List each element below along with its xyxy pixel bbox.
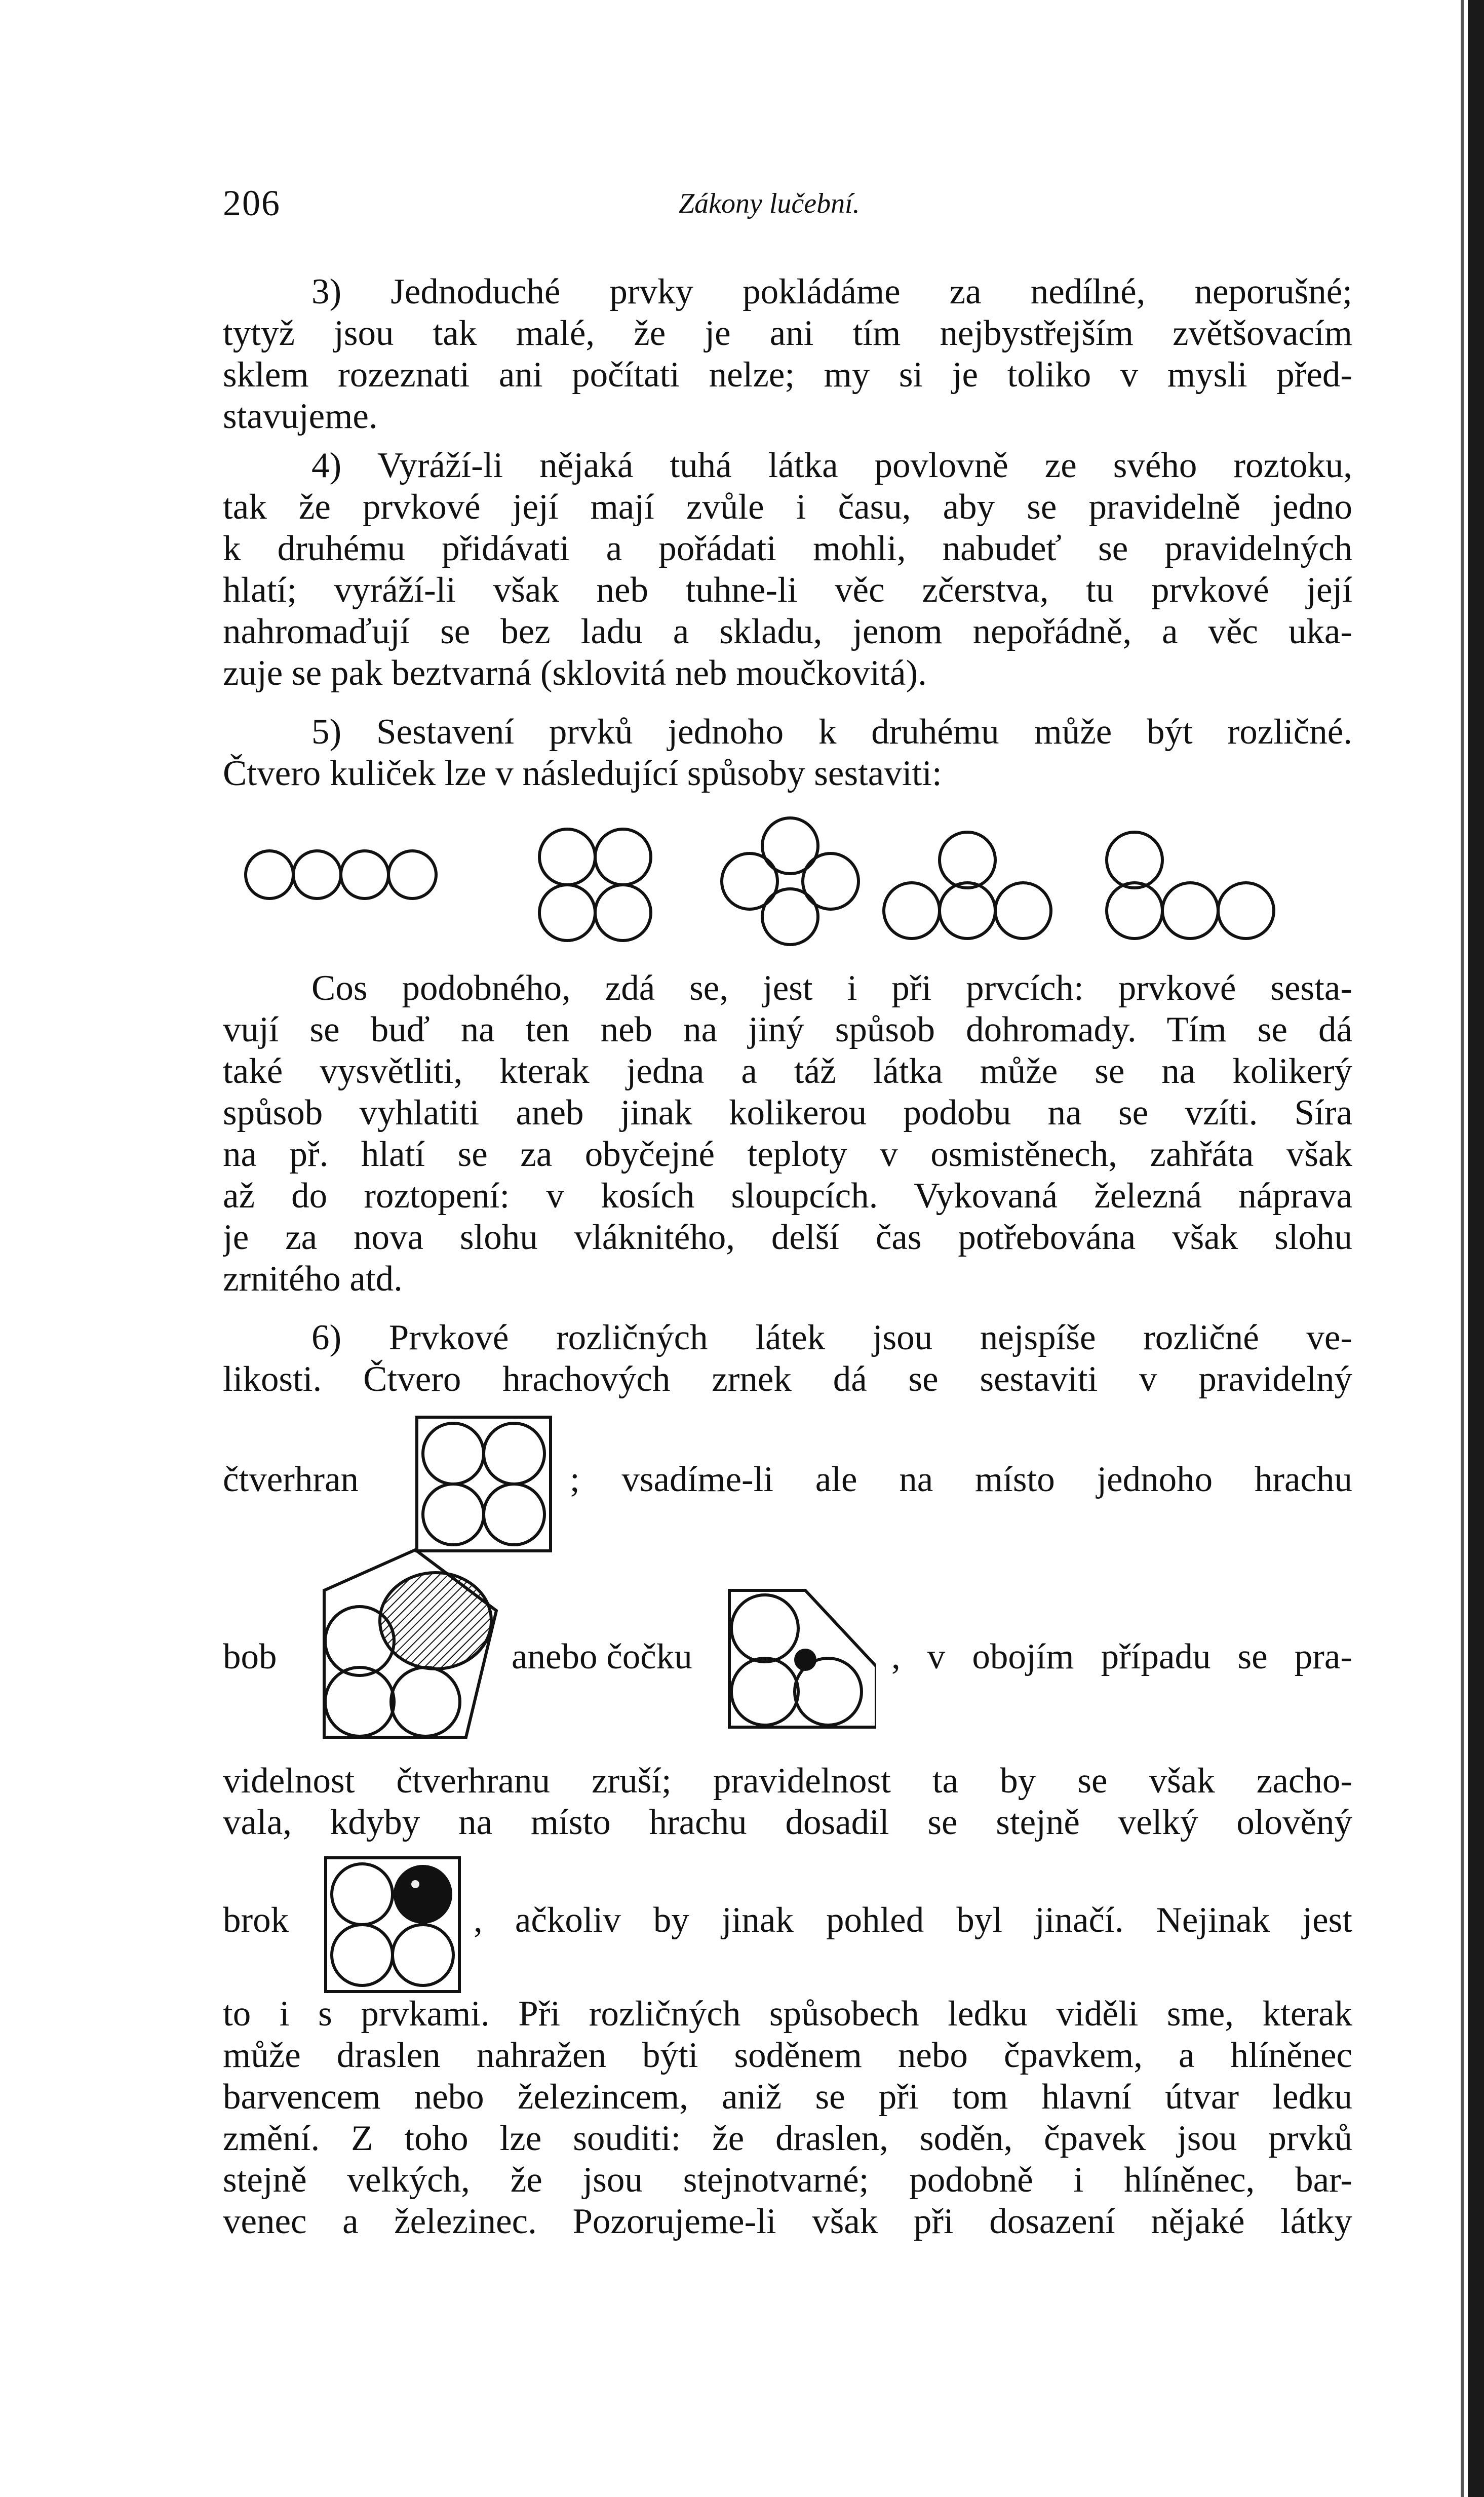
text-line: zuje se pak beztvarná (sklovitá neb moučkovitá).: [223, 653, 927, 693]
text-line: je za nova slohu vláknitého, delší čas potřebována však slohu: [223, 1218, 1352, 1257]
text-line: likosti. Čtvero hrachových zrnek dá se sestaviti v pravidelný: [223, 1359, 1352, 1399]
text-line: změní. Z toho lze souditi: že draslen, soděn, čpavek jsou prvků: [223, 2119, 1352, 2158]
page-edge-shadow: [1468, 0, 1484, 2497]
text-line: 5) Sestavení prvků jednoho k druhému může být rozličné.: [311, 712, 1352, 752]
inline-text: ; vsadíme-li ale na místo jednoho hrachu: [570, 1460, 1352, 1499]
text-line: to i s prvkami. Při rozličných spůsobech ledku viděli sme, kterak: [223, 1994, 1352, 2034]
text-line: videlnost čtverhranu zruší; pravidelnost ta by se však zacho-: [223, 1761, 1352, 1801]
text-line: barvencem nebo železincem, aniž se při tom hlavní útvar ledku: [223, 2077, 1352, 2117]
text-line: 6) Prvkové rozličných látek jsou nejspíše rozličné ve-: [311, 1318, 1352, 1357]
running-head: Zákony lučební.: [679, 188, 860, 219]
inline-text: , ačkoliv by jinak pohled byl jinačí. Nejinak jest: [474, 1900, 1352, 1940]
text-line: 3) Jednoduché prvky pokládáme za nedílné, neporušné;: [311, 272, 1352, 311]
page-edge-line: [1461, 0, 1464, 2497]
text-line: hlatí; vyráží-li však neb tuhne-li věc zčerstva, tu prvkové její: [223, 570, 1352, 610]
text-line: na př. hlatí se za obyčejné teploty v osmistěnech, zahřáta však: [223, 1135, 1352, 1174]
text-line: k druhému přidávati a pořádati mohli, nabudeť se pravidelných: [223, 529, 1352, 568]
arrangement-l-shape: [1107, 832, 1274, 939]
text-line: vují se buď na ten neb na jiný spůsob dohromady. Tím se dá: [223, 1010, 1352, 1049]
text-line: zrnitého atd.: [223, 1259, 403, 1299]
ball-arrangements-svg: [243, 805, 1337, 952]
text-line: tytyž jsou tak malé, že je ani tím nejbystřejším zvětšovacím: [223, 314, 1352, 353]
text-line: může draslen nahražen býti soděnem nebo čpavkem, a hlíněnec: [223, 2036, 1352, 2075]
text-line: vala, kdyby na místo hrachu dosadil se stejně velký olověný: [223, 1803, 1352, 1842]
text-line: stavujeme.: [223, 397, 378, 436]
arrangement-row: [246, 851, 436, 899]
arrangement-triangle: [884, 832, 1051, 939]
inline-text: , v obojím případu se pra-: [891, 1637, 1352, 1676]
inline-text: čtverhran: [223, 1460, 359, 1499]
inline-text: anebo čočku: [512, 1637, 692, 1676]
inline-text: bob: [223, 1637, 277, 1676]
text-line: Čtvero kuliček lze v následující spůsoby sestaviti:: [223, 754, 942, 793]
text-line: nahromaďují se bez ladu a skladu, jenom nepořádně, a věc uka-: [223, 612, 1352, 651]
inline-text: brok: [223, 1900, 289, 1940]
page-header: [223, 182, 1352, 223]
arrangement-diamond: [722, 818, 858, 945]
text-line: 4) Vyráží-li nějaká tuhá látka povlovně ze svého roztoku,: [311, 446, 1352, 485]
text-line: spůsob vyhlatiti aneb jinak kolikerou podobu na se vzíti. Síra: [223, 1093, 1352, 1133]
pea-square-figure: [413, 1413, 555, 1555]
ball-arrangements-figure: [243, 805, 1337, 952]
text-line: venec a železinec. Pozorujeme-li však při dosazení nějaké látky: [223, 2202, 1352, 2241]
lens-substitution-figure: [724, 1585, 876, 1732]
text-line: také vysvětliti, kterak jedna a táž látka může se na kolikerý: [223, 1051, 1352, 1091]
lead-shot-figure: [322, 1854, 463, 1996]
text-line: až do roztopení: v kosích sloupcích. Vykovaná železná náprava: [223, 1176, 1352, 1216]
text-line: Cos podobného, zdá se, jest i při prvcích: prvkové sesta-: [311, 968, 1352, 1008]
arrangement-square: [539, 829, 651, 941]
text-line: stejně velkých, že jsou stejnotvarné; podobně i hlíněnec, bar-: [223, 2160, 1352, 2200]
text-line: sklem rozeznati ani počítati nelze; my si je toliko v mysli před-: [223, 355, 1352, 395]
bean-substitution-figure: [314, 1545, 506, 1747]
text-line: tak že prvkové její mají zvůle i času, aby se pravidelně jedno: [223, 487, 1352, 527]
page-number: 206: [223, 183, 281, 223]
